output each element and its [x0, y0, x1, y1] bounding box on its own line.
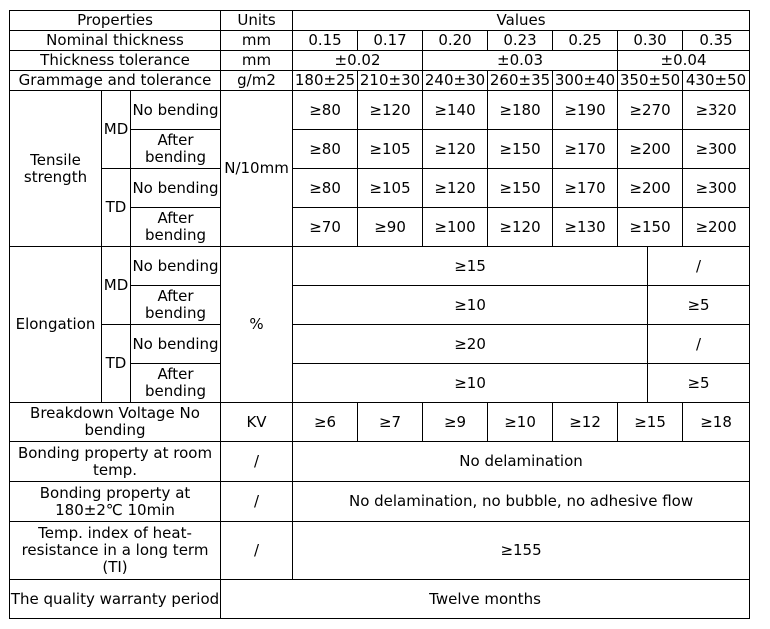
bonding-hot-label: Bonding property at 180±2℃ 10min: [10, 482, 221, 522]
tensile-value: ≥170: [553, 169, 618, 208]
elongation-value: /: [648, 247, 750, 286]
bonding-hot-row: [10, 482, 750, 522]
tensile-value: ≥150: [618, 208, 683, 247]
grammage-value: 300±40: [553, 71, 618, 91]
tensile-value: ≥120: [423, 169, 488, 208]
breakdown-value: ≥18: [683, 403, 750, 442]
bending-label: After bending: [131, 364, 221, 403]
tensile-value: ≥150: [488, 130, 553, 169]
tensile-md-no-bending-row: [10, 91, 750, 130]
bending-label: After bending: [131, 130, 221, 169]
grammage-unit: g/m2: [221, 71, 293, 91]
nominal-value: 0.25: [553, 31, 618, 51]
tolerance-value: ±0.04: [618, 51, 750, 71]
bonding-room-label: Bonding property at room temp.: [10, 442, 221, 482]
breakdown-value: ≥15: [618, 403, 683, 442]
header-units: Units: [221, 11, 293, 31]
bending-label: After bending: [131, 286, 221, 325]
elongation-value: ≥10: [293, 364, 648, 403]
tensile-value: ≥200: [683, 208, 750, 247]
grammage-value: 430±50: [683, 71, 750, 91]
tensile-value: ≥300: [683, 169, 750, 208]
grammage-value: 260±35: [488, 71, 553, 91]
nominal-value: 0.30: [618, 31, 683, 51]
tolerance-value: ±0.02: [293, 51, 423, 71]
elongation-md-no-bending-row: [10, 247, 750, 286]
bonding-hot-unit: /: [221, 482, 293, 522]
grammage-row: [10, 71, 750, 91]
tensile-value: ≥320: [683, 91, 750, 130]
elongation-value: ≥15: [293, 247, 648, 286]
nominal-value: 0.15: [293, 31, 358, 51]
breakdown-voltage-row: [10, 403, 750, 442]
breakdown-value: ≥10: [488, 403, 553, 442]
tensile-td-no-bending-row: [10, 169, 750, 208]
thickness-tolerance-row: [10, 51, 750, 71]
warranty-row: [10, 580, 750, 619]
bending-label: No bending: [131, 169, 221, 208]
temp-index-value: ≥155: [293, 522, 750, 580]
tensile-strength-label: Tensile strength: [10, 91, 102, 247]
tensile-value: ≥300: [683, 130, 750, 169]
bending-label: After bending: [131, 208, 221, 247]
elongation-value: /: [648, 325, 750, 364]
tensile-value: ≥80: [293, 130, 358, 169]
bending-label: No bending: [131, 91, 221, 130]
nominal-thickness-row: [10, 31, 750, 51]
bending-label: No bending: [131, 325, 221, 364]
tensile-value: ≥105: [358, 130, 423, 169]
tensile-value: ≥190: [553, 91, 618, 130]
breakdown-value: ≥12: [553, 403, 618, 442]
breakdown-voltage-label: Breakdown Voltage No bending: [10, 403, 221, 442]
tensile-value: ≥200: [618, 130, 683, 169]
tensile-value: ≥180: [488, 91, 553, 130]
tensile-value: ≥150: [488, 169, 553, 208]
bonding-room-value: No delamination: [293, 442, 750, 482]
breakdown-value: ≥6: [293, 403, 358, 442]
thickness-tolerance-label: Thickness tolerance: [10, 51, 221, 71]
tensile-value: ≥100: [423, 208, 488, 247]
tensile-value: ≥120: [488, 208, 553, 247]
bending-label: No bending: [131, 247, 221, 286]
tensile-value: ≥80: [293, 169, 358, 208]
specification-table: [9, 10, 750, 619]
warranty-value: Twelve months: [221, 580, 750, 619]
nominal-value: 0.20: [423, 31, 488, 51]
breakdown-value: ≥7: [358, 403, 423, 442]
nominal-value: 0.23: [488, 31, 553, 51]
tensile-value: ≥130: [553, 208, 618, 247]
tensile-value: ≥140: [423, 91, 488, 130]
grammage-value: 180±25: [293, 71, 358, 91]
elongation-td-label: TD: [102, 325, 131, 403]
tensile-md-label: MD: [102, 91, 131, 169]
nominal-value: 0.35: [683, 31, 750, 51]
tensile-value: ≥200: [618, 169, 683, 208]
tensile-value: ≥270: [618, 91, 683, 130]
tensile-td-label: TD: [102, 169, 131, 247]
tensile-value: ≥105: [358, 169, 423, 208]
bonding-room-unit: /: [221, 442, 293, 482]
elongation-value: ≥20: [293, 325, 648, 364]
warranty-label: The quality warranty period: [10, 580, 221, 619]
tensile-value: ≥120: [423, 130, 488, 169]
elongation-value: ≥10: [293, 286, 648, 325]
elongation-unit: %: [221, 247, 293, 403]
grammage-value: 350±50: [618, 71, 683, 91]
grammage-label: Grammage and tolerance: [10, 71, 221, 91]
tensile-value: ≥70: [293, 208, 358, 247]
nominal-value: 0.17: [358, 31, 423, 51]
nominal-thickness-label: Nominal thickness: [10, 31, 221, 51]
tensile-unit: N/10mm: [221, 91, 293, 247]
elongation-td-no-bending-row: [10, 325, 750, 364]
tensile-value: ≥90: [358, 208, 423, 247]
temp-index-label: Temp. index of heat-resistance in a long term (TI): [10, 522, 221, 580]
breakdown-value: ≥9: [423, 403, 488, 442]
header-properties: Properties: [10, 11, 221, 31]
bonding-room-row: [10, 442, 750, 482]
bonding-hot-value: No delamination, no bubble, no adhesive flow: [293, 482, 750, 522]
tolerance-value: ±0.03: [423, 51, 618, 71]
thickness-tolerance-unit: mm: [221, 51, 293, 71]
header-row: [10, 11, 750, 31]
tensile-value: ≥80: [293, 91, 358, 130]
elongation-value: ≥5: [648, 286, 750, 325]
temp-index-unit: /: [221, 522, 293, 580]
header-values: Values: [293, 11, 750, 31]
temp-index-row: [10, 522, 750, 580]
elongation-value: ≥5: [648, 364, 750, 403]
nominal-thickness-unit: mm: [221, 31, 293, 51]
breakdown-voltage-unit: KV: [221, 403, 293, 442]
elongation-label: Elongation: [10, 247, 102, 403]
grammage-value: 210±30: [358, 71, 423, 91]
grammage-value: 240±30: [423, 71, 488, 91]
elongation-md-label: MD: [102, 247, 131, 325]
tensile-value: ≥170: [553, 130, 618, 169]
tensile-value: ≥120: [358, 91, 423, 130]
